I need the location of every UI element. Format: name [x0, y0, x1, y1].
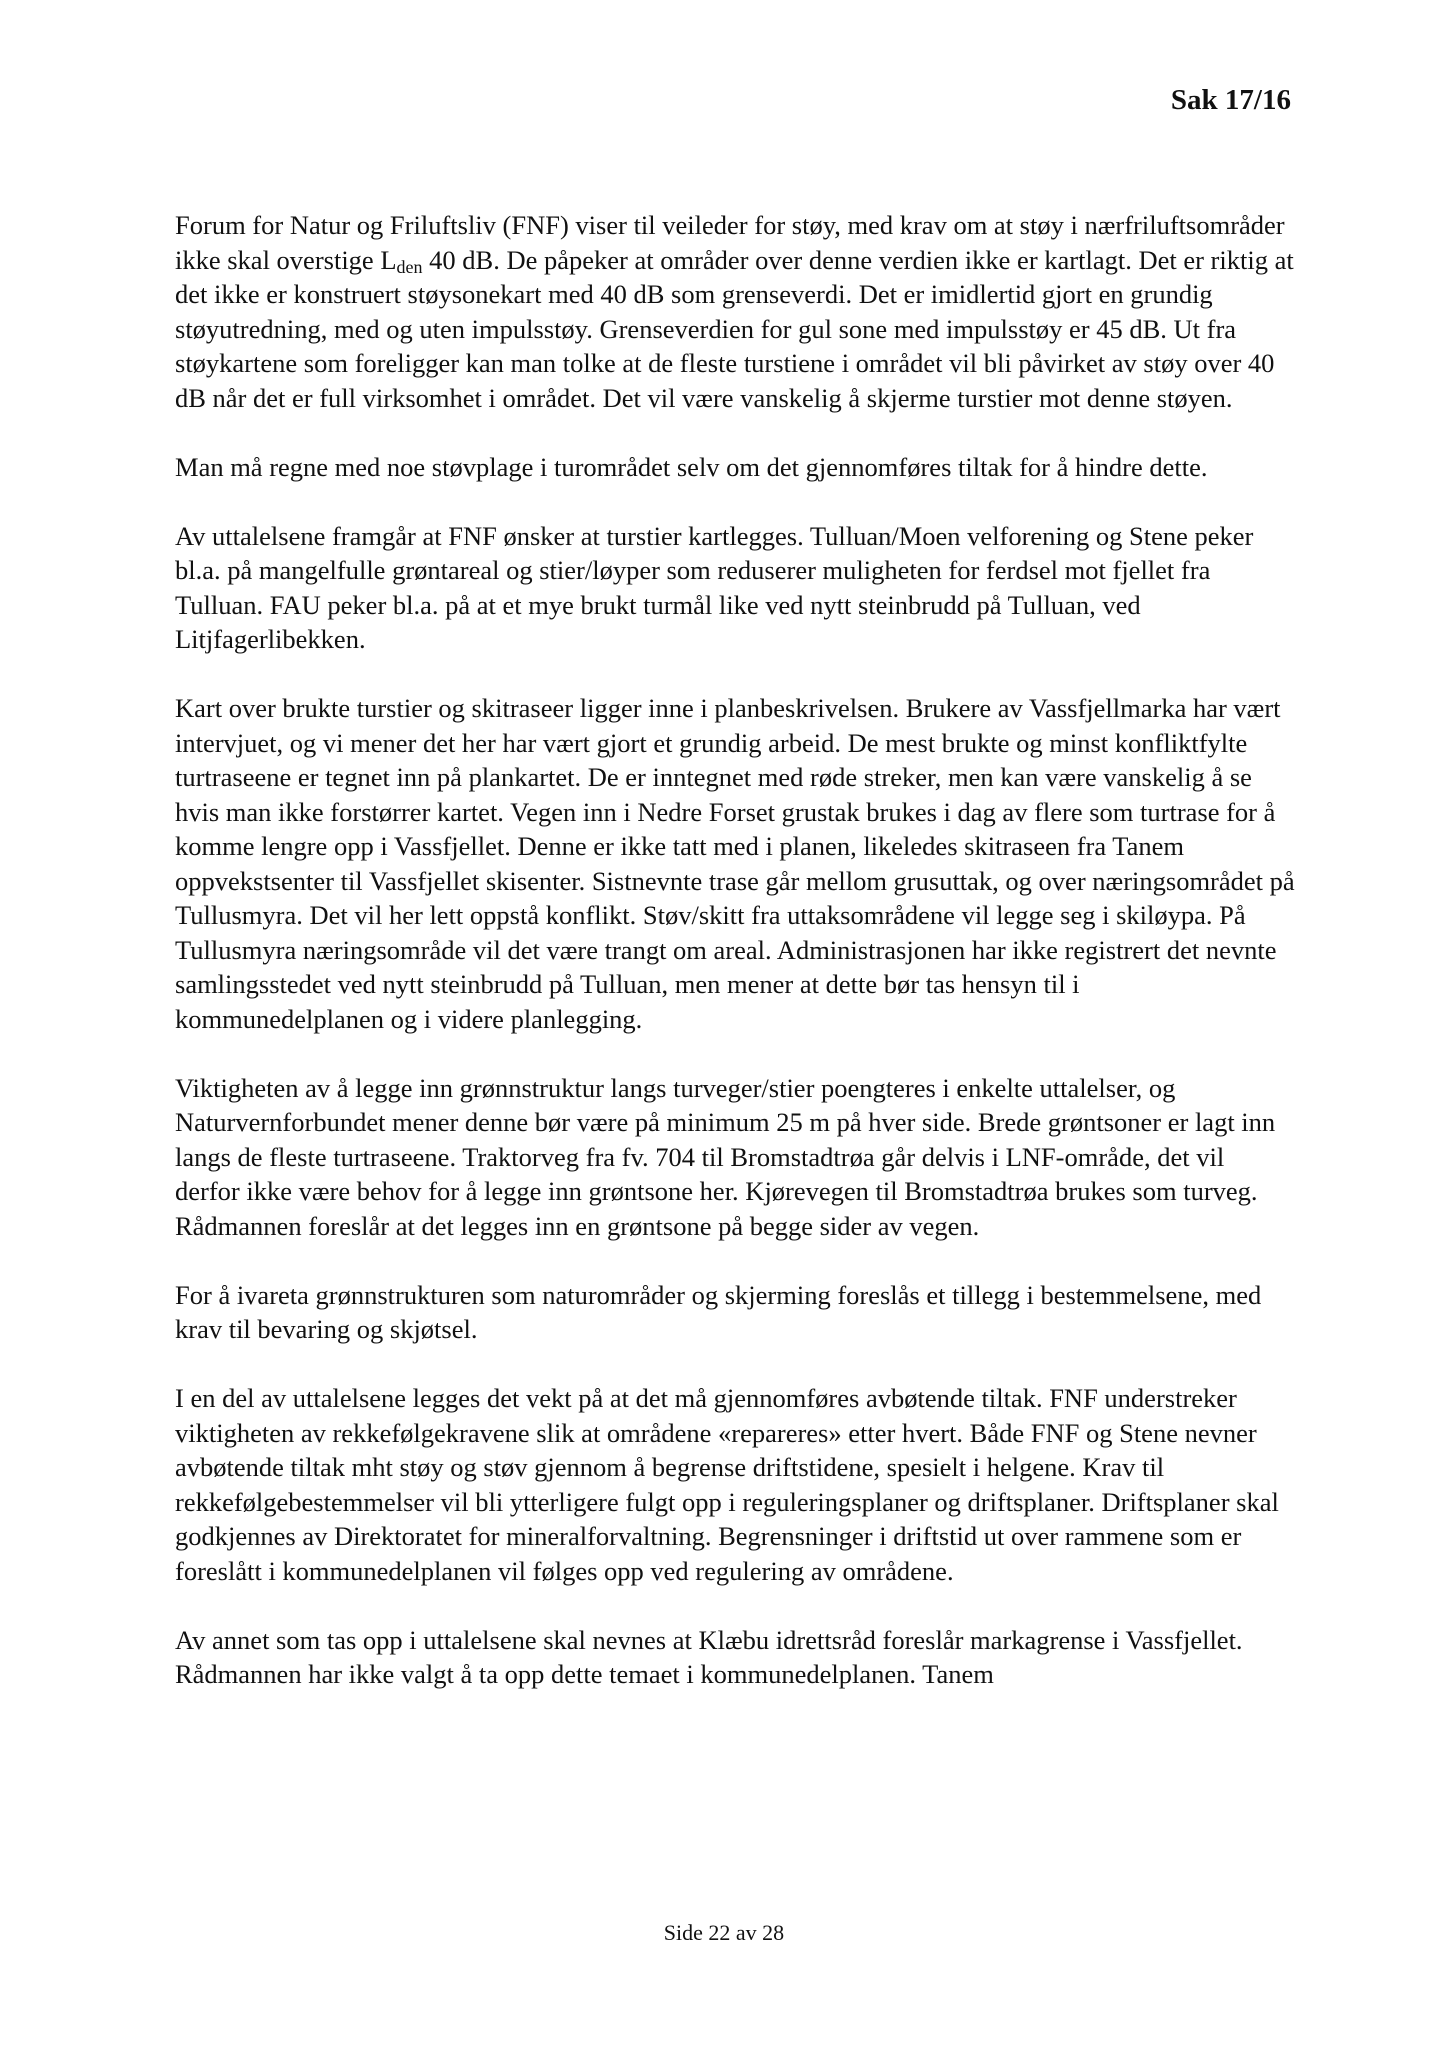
- paragraph-trail-mapping: Av uttalelsene framgår at FNF ønsker at turstier kartlegges. Tulluan/Moen velforening og Stene peker bl.a. på mangelfulle grøntareal og stier/løyper som reduserer muligheten for ferdsel mot fjellet fra Tulluan. FAU peker bl.a. på at et mye brukt turmål like ved nytt steinbrudd på Tulluan, ved Litjfagerlibekken.: [175, 520, 1254, 654]
- paragraph-trail-map: Kart over brukte turstier og skitraseer ligger inne i planbeskrivelsen. Brukere av Vassfjellmarka har vært intervjuet, og vi mener det her har vært gjort et grundig arbeid. De mest brukte og minst konfliktfylte turtraseene er tegnet inn på plankartet. De er inntegnet med røde streker, men kan være vanskelig å se hvis man ikke forstørrer kartet. Vegen inn i Nedre Forset grustak brukes i dag av flere som turtrase for å komme lengre opp i Vassfjellet. Denne er ikke tatt med i planen, likeledes skitraseen fra Tanem oppvekstsenter til Vassfjellet skisenter. Sistnevnte trase går mellom grusuttak, og over næringsområdet på Tullusmyra. Det vil her lett oppstå konflikt. Støv/skitt fra uttaksområdene vil legge seg i skiløypa. På Tullusmyra næringsområde vil det være trangt om areal. Administrasjonen har ikke registrert det nevnte samlingsstedet ved nytt steinbrudd på Tulluan, men mener at dette bør tas hensyn til i kommunedelplanen og i videre planlegging.: [175, 693, 1295, 1034]
- document-body: [175, 208, 1295, 1726]
- paragraph-provisions: For å ivareta grønnstrukturen som naturområder og skjerming foreslås et tillegg i bestemmelsene, med krav til bevaring og skjøtsel.: [175, 1279, 1262, 1344]
- lden-subscript: den: [396, 256, 423, 277]
- paragraph-noise-text-start: Forum for Natur og Friluftsliv (FNF) viser til veileder for støy, med krav om at støy i nærfriluftsområder ikke skal overstige L: [175, 210, 1285, 275]
- page-number: Side 22 av 28: [663, 1920, 785, 1945]
- paragraph-mitigation: I en del av uttalelsene legges det vekt på at det må gjennomføres avbøtende tiltak. FNF understreker viktigheten av rekkefølgekravene slik at områdene «repareres» etter hvert. Både FNF og Stene nevner avbøtende tiltak mht støy og støv gjennom å begrense driftstidene, spesielt i helgene. Krav til rekkefølgebestemmelser vil bli ytterligere fulgt opp i reguleringsplaner og driftsplaner. Driftsplaner skal godkjennes av Direktoratet for mineralforvaltning. Begrensninger i driftstid ut over rammene som er foreslått i kommunedelplanen vil følges opp ved regulering av områdene.: [175, 1383, 1279, 1586]
- paragraph-noise: [175, 208, 1295, 415]
- paragraph-dust: Man må regne med noe støvplage i turområdet selv om det gjennomføres tiltak for å hindre dette.: [175, 451, 1208, 482]
- paragraph-green-structure: Viktigheten av å legge inn grønnstruktur langs turveger/stier poengteres i enkelte uttalelser, og Naturvernforbundet mener denne bør være på minimum 25 m på hver side. Brede grøntsoner er lagt inn langs de fleste turtraseene. Traktorveg fra fv. 704 til Bromstadtrøa går delvis i LNF-område, det vil derfor ikke være behov for å legge inn grøntsone her. Kjørevegen til Bromstadtrøa brukes som turveg. Rådmannen foreslår at det legges inn en grøntsone på begge sider av vegen.: [175, 1072, 1276, 1241]
- paragraph-noise-text-end: 40 dB. De påpeker at områder over denne verdien ikke er kartlagt. Det er riktig at det ikke er konstruert støysonekart med 40 dB som grenseverdi. Det er imidlertid gjort en grundig støyutredning, med og uten impulsstøy. Grenseverdien for gul sone med impulsstøy er 45 dB. Ut fra støykartene som foreligger kan man tolke at de fleste turstiene i området vil bli påvirket av støy over 40 dB når det er full virksomhet i området. Det vil være vanskelig å skjerme turstier mot denne støyen.: [175, 244, 1294, 413]
- paragraph-other: Av annet som tas opp i uttalelsene skal nevnes at Klæbu idrettsråd foreslår markagrense i Vassfjellet. Rådmannen har ikke valgt å ta opp dette temaet i kommunedelplanen. Tanem: [175, 1624, 1243, 1689]
- case-reference: Sak 17/16: [1170, 84, 1291, 116]
